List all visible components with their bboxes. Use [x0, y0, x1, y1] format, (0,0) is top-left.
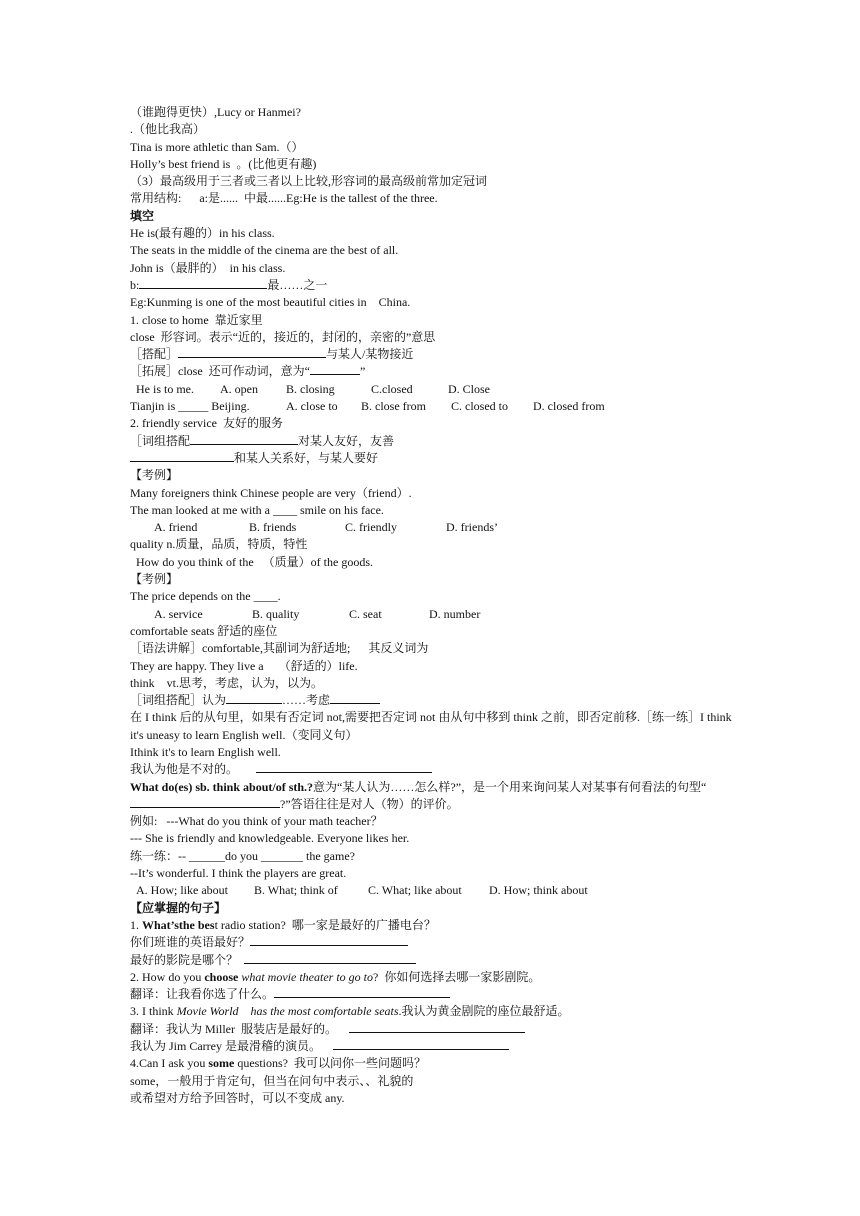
option-b: B. closing — [286, 381, 335, 396]
option-b: B. quality — [252, 606, 300, 621]
fill-blank — [330, 692, 380, 704]
text-line: --- She is friendly and knowledgeable. Everyone likes her. — [130, 831, 410, 846]
text-line — [130, 969, 740, 986]
document-body — [130, 104, 740, 1107]
option-d: D. Close — [448, 381, 490, 396]
text-line: They are happy. They live a （舒适的）life. — [130, 658, 358, 673]
text-line — [130, 190, 740, 207]
option-b: B. What; think of — [254, 883, 338, 898]
fill-blank — [310, 363, 360, 375]
text-line — [130, 1021, 740, 1038]
text-line: Eg:Kunming is one of the most beautiful cities in China. — [130, 295, 411, 310]
text-paragraph — [130, 779, 740, 814]
text-line: The price depends on the ____. — [130, 589, 281, 604]
text-fragment: 2. How do you — [130, 969, 205, 984]
text-line: Many foreigners think Chinese people are very（friend）. — [130, 485, 412, 500]
text-line: The man looked at me with a ____ smile on his face. — [130, 502, 384, 517]
text-line: 或希望对方给予回答时，可以不变成 any. — [130, 1090, 345, 1105]
option-a: A. service — [154, 606, 203, 621]
text-line: .（他比我高） — [130, 122, 206, 137]
text-fragment: ［搭配］ — [130, 347, 179, 362]
option-c: C. What; like about — [368, 883, 462, 898]
text-line: Holly’s best friend is 。(比他更有趣) — [130, 156, 317, 171]
question-line — [130, 381, 740, 398]
text-fragment: 常用结构: — [130, 191, 182, 206]
section-heading: 【考例】 — [130, 572, 179, 587]
text-fragment: b: — [130, 277, 140, 292]
text-fragment: a:是...... 中最......Eg:He is the tallest of the three. — [199, 191, 438, 206]
text-fragment: 1. — [130, 917, 142, 932]
text-line: John is（最胖的） in his class. — [130, 260, 286, 275]
text-fragment: 我认为他是不对的。 — [130, 762, 239, 777]
section-heading — [130, 900, 740, 917]
text-fragment: 对某人友好，友善 — [298, 433, 395, 448]
option-a: A. How; like about — [136, 883, 228, 898]
text-fragment: ［拓展］close 还可作动词，意为“ — [130, 364, 310, 379]
text-fragment: t radio station? 哪一家是最好的广播电台？ — [214, 917, 436, 932]
text-fragment: questions? 我可以问你一些问题吗？ — [234, 1056, 426, 1071]
text-line: He is(最有趣的）in his class. — [130, 226, 275, 241]
fill-blank — [130, 450, 234, 462]
text-line: 例如: ---What do you think of your math teacher？ — [130, 814, 383, 829]
question-line — [130, 398, 740, 415]
text-fragment: ……考虑 — [282, 693, 331, 708]
option-a: A. open — [220, 381, 258, 396]
fill-blank — [139, 277, 267, 289]
text-line — [130, 1038, 740, 1055]
heading-text: 【应掌握的句子】 — [130, 900, 227, 915]
text-line — [130, 917, 740, 934]
bold-phrase: What do(es) sb. think about/of sth.? — [130, 779, 314, 794]
fill-blank — [244, 952, 416, 964]
heading-text: 填空 — [130, 208, 155, 223]
option-b: B. close from — [361, 399, 426, 414]
fill-blank — [190, 433, 298, 445]
text-line: Tina is more athletic than Sam.（） — [130, 139, 304, 154]
section-heading: 【考例】 — [130, 468, 179, 483]
text-fragment: 你们班谁的英语最好？ — [130, 935, 251, 950]
text-line — [130, 640, 740, 657]
option-c: C. closed to — [451, 399, 508, 414]
bold-phrase: choose — [204, 969, 239, 984]
text-line: （3）最高级用于三者或三者以上比较,形容词的最高级前常加定冠词 — [130, 174, 488, 189]
text-fragment: 我认为 Jim Carrey 是最滑稽的演员。 — [130, 1039, 321, 1054]
option-c: C. friendly — [345, 520, 397, 535]
text-fragment: ［词组搭配］认为 — [130, 693, 227, 708]
text-line: --It’s wonderful. I think the players are great. — [130, 866, 347, 881]
option-d: D. friends’ — [446, 520, 498, 535]
text-fragment: 其反义词为 — [368, 641, 429, 656]
option-c: C. seat — [349, 606, 382, 621]
text-line: quality n.质量，品质，特质，特性 — [130, 537, 308, 552]
text-paragraph: 在 I think 后的从句里，如果有否定词 not,需要把否定词 not 由从句中移到 think 之前，即否定前移.［练一练］I think it's uneasy to learn English well.（变同义句） — [130, 710, 732, 742]
text-line — [130, 692, 740, 709]
text-fragment: 最……之一 — [267, 277, 328, 292]
text-fragment: 最好的影院是哪个？ — [130, 952, 239, 967]
fill-blank — [274, 986, 450, 998]
option-d: D. number — [429, 606, 481, 621]
text-line: 1. close to home 靠近家里 — [130, 312, 263, 327]
text-fragment: 和某人关系好，与某人要好 — [234, 450, 379, 465]
text-line: think vt.思考，考虑，认为，以为。 — [130, 675, 324, 690]
question-stem: He is to me. — [136, 381, 194, 396]
text-fragment: ” — [359, 364, 366, 379]
text-line — [130, 986, 740, 1003]
option-d: D. How; think about — [489, 883, 588, 898]
text-fragment: .我认为黄金剧院的座位最舒适。 — [398, 1004, 570, 1019]
bold-phrase: some — [208, 1056, 235, 1071]
italic-phrase: what movie theater to go to — [238, 969, 373, 984]
question-stem: Tianjin is _____ Beijing. — [130, 399, 250, 414]
text-line: 练一练：-- ______do you _______ the game? — [130, 848, 355, 863]
text-line: 2. friendly service 友好的服务 — [130, 416, 283, 431]
text-line — [130, 761, 740, 778]
italic-phrase: Movie World has the most comfortable seats — [176, 1004, 399, 1019]
options-line — [130, 606, 740, 623]
text-line: How do you think of the （质量）of the goods. — [136, 554, 373, 569]
text-line: （谁跑得更快）,Lucy or Hanmei? — [130, 105, 301, 119]
text-fragment: ? 你如何选择去哪一家影剧院。 — [373, 969, 541, 984]
fill-blank — [256, 761, 432, 773]
text-line: Ithink it's to learn English well. — [130, 744, 281, 759]
fill-blank — [226, 692, 282, 704]
text-line — [130, 277, 740, 294]
text-line — [130, 346, 740, 363]
text-fragment: 翻译：我认为 Miller 服装店是最好的。 — [130, 1021, 337, 1036]
text-line — [130, 363, 740, 380]
option-a: A. friend — [154, 520, 198, 535]
text-line — [130, 934, 740, 951]
text-line — [130, 1003, 740, 1020]
text-line: comfortable seats 舒适的座位 — [130, 623, 278, 638]
text-fragment: 意为“某人认为……怎么样?”，是一个用来询问某人对某事有何看法的句型“ — [313, 779, 707, 794]
fill-blank — [333, 1038, 509, 1050]
text-line: The seats in the middle of the cinema are the best of all. — [130, 243, 399, 258]
fill-blank — [178, 346, 326, 358]
text-line — [130, 433, 740, 450]
text-fragment: ?”答语往往是对人（物）的评价。 — [280, 796, 459, 811]
text-line — [130, 952, 740, 969]
fill-blank — [250, 934, 408, 946]
fill-blank — [349, 1021, 525, 1033]
option-d: D. closed from — [533, 399, 605, 414]
text-line — [130, 1055, 740, 1072]
text-fragment: ［词组搭配 — [130, 433, 191, 448]
section-heading — [130, 208, 740, 225]
options-line — [130, 882, 740, 899]
options-line — [130, 519, 740, 536]
text-line — [130, 450, 740, 467]
text-line: close 形容词。表示“近的，接近的，封闭的，亲密的”意思 — [130, 329, 436, 344]
text-fragment: 3. I think — [130, 1004, 177, 1019]
text-line: some，一般用于肯定句，但当在问句中表示、、礼貌的 — [130, 1073, 414, 1088]
bold-phrase: What’sthe bes — [142, 917, 215, 932]
option-b: B. friends — [249, 520, 297, 535]
text-fragment: 4.Can I ask you — [130, 1056, 209, 1071]
text-fragment: ［语法讲解］comfortable,其副词为舒适地; — [130, 641, 351, 656]
text-fragment: 翻译：让我看你选了什么。 — [130, 987, 275, 1002]
fill-blank — [130, 796, 280, 808]
option-a: A. close to — [286, 399, 338, 414]
text-fragment: 与某人/某物接近 — [326, 347, 414, 362]
option-c: C.closed — [371, 381, 413, 396]
